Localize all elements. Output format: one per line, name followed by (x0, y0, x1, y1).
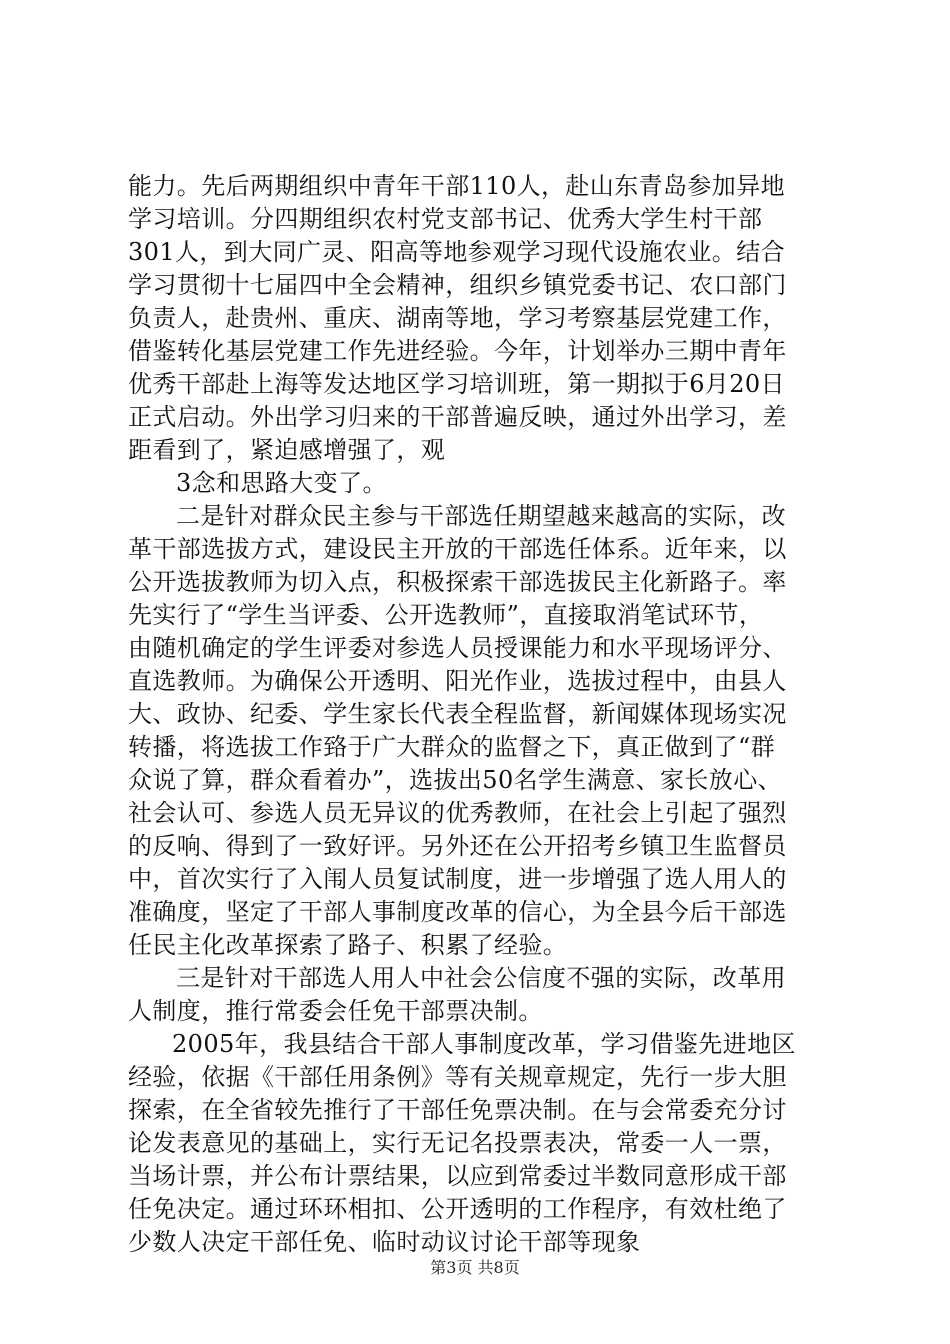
text-line: 众说了算，群众看着办”，选拔出50名学生满意、家长放心、 (128, 766, 783, 794)
text-line: 社会认可、参选人员无异议的优秀教师，在社会上引起了强烈 (128, 799, 787, 827)
text-line: 论发表意见的基础上，实行无记名投票表决，常委一人一票， (128, 1129, 787, 1157)
paragraph-start-line: 三是针对干部选人用人中社会公信度不强的实际，改革用 (176, 964, 786, 992)
page-number-footer: 第3页 共8页 (430, 1258, 520, 1277)
text-line: 当场计票，并公布计票结果，以应到常委过半数同意形成干部 (128, 1162, 787, 1190)
text-line: 学习贯彻十七届四中全会精神，组织乡镇党委书记、农口部门 (128, 271, 787, 299)
text-line: 由随机确定的学生评委对参选人员授课能力和水平现场评分、 (128, 634, 787, 662)
text-line: 经验，依据《干部任用条例》等有关规章规定，先行一步大胆 (128, 1063, 787, 1091)
paragraph-start-line: 2005年，我县结合干部人事制度改革，学习借鉴先进地区 (172, 1030, 796, 1058)
text-line: 公开选拔教师为切入点，积极探索干部选拔民主化新路子。率 (128, 568, 787, 596)
text-line: 3念和思路大变了。 (176, 469, 387, 497)
text-line: 准确度，坚定了干部人事制度改革的信心，为全县今后干部选 (128, 898, 787, 926)
text-line: 正式启动。外出学习归来的干部普遍反映，通过外出学习，差 (128, 403, 787, 431)
text-line: 中，首次实行了入闱人员复试制度，进一步增强了选人用人的 (128, 865, 787, 893)
text-line: 革干部选拔方式，建设民主开放的干部选任体系。近年来，以 (128, 535, 787, 563)
text-line: 301人，到大同广灵、阳高等地参观学习现代设施农业。结合 (128, 238, 786, 266)
text-line: 大、政协、纪委、学生家长代表全程监督，新闻媒体现场实况 (128, 700, 787, 728)
text-line: 转播，将选拔工作臵于广大群众的监督之下，真正做到了“群 (128, 733, 776, 761)
text-line: 负责人，赴贵州、重庆、湖南等地，学习考察基层党建工作， (128, 304, 787, 332)
text-line: 任民主化改革探索了路子、积累了经验。 (128, 931, 568, 959)
text-line: 任免决定。通过环环相扣、公开透明的工作程序，有效杜绝了 (128, 1195, 787, 1223)
text-line: 探索，在全省较先推行了干部任免票决制。在与会常委充分讨 (128, 1096, 787, 1124)
text-line: 人制度，推行常委会任免干部票决制。 (128, 997, 543, 1025)
text-line: 的反响、得到了一致好评。另外还在公开招考乡镇卫生监督员 (128, 832, 787, 860)
text-line: 少数人决定干部任免、临时动议讨论干部等现象 (128, 1228, 641, 1256)
text-line: 距看到了，紧迫感增强了，观 (128, 436, 446, 464)
document-body (128, 170, 828, 1259)
text-line: 能力。先后两期组织中青年干部110人，赴山东青岛参加异地 (128, 172, 786, 200)
paragraph-start-line: 二是针对群众民主参与干部选任期望越来越高的实际，改 (176, 502, 786, 530)
text-line: 直选教师。为确保公开透明、阳光作业，选拔过程中，由县人 (128, 667, 787, 695)
text-line: 学习培训。分四期组织农村党支部书记、优秀大学生村干部 (128, 205, 763, 233)
text-line: 先实行了“学生当评委、公开选教师”，直接取消笔试环节， (128, 601, 764, 629)
text-line: 借鉴转化基层党建工作先进经验。今年，计划举办三期中青年 (128, 337, 787, 365)
text-line: 优秀干部赴上海等发达地区学习培训班，第一期拟于6月20日 (128, 370, 786, 398)
